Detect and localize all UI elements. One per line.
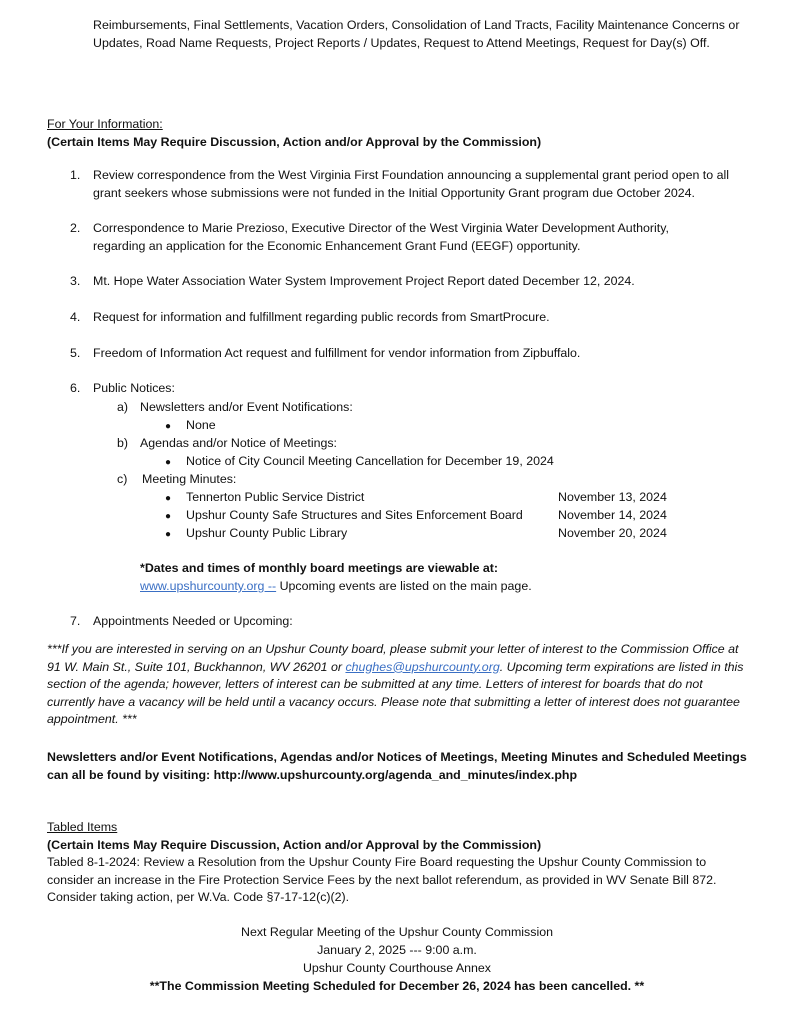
- minutes-date: November 20, 2024: [558, 526, 667, 540]
- sublist-label: a): [117, 400, 129, 414]
- minutes-date: November 13, 2024: [558, 490, 667, 504]
- interest-note-part2: . Upcoming term expirations are listed in this section of the agenda; however, letters of interest can be submitted at any time. Letters of interest for boards that do not currently have a vacancy will be held until a vacancy occurs. Please note that submitting a letter of interest does not guarantee appointment. ***: [47, 659, 744, 727]
- tabled-subheading: (Certain Items May Require Discussion, Action and/or Approval by the Commission): [47, 838, 542, 852]
- fyi-item-6: Public Notices:: [93, 381, 175, 395]
- minutes-name: Tennerton Public Service District: [186, 490, 365, 504]
- intro-continuation: Reimbursements, Final Settlements, Vacation Orders, Consolidation of Land Tracts, Facility Maintenance Concerns or Updates, Road Name Requests, Project Reports / Updates, Request to Attend Meetings, Request for Day(s) Off.: [93, 18, 740, 50]
- newsletters-none: None: [186, 418, 216, 432]
- minutes-name: Upshur County Safe Structures and Sites Enforcement Board: [186, 508, 523, 522]
- item-number: 4.: [70, 310, 81, 324]
- dates-note: *Dates and times of monthly board meetings are viewable at:: [140, 561, 499, 575]
- item-number: 3.: [70, 274, 81, 288]
- bullet-icon: ●: [165, 493, 172, 504]
- newsletters-note: Newsletters and/or Event Notifications, Agendas and/or Notices of Meetings, Meeting Minutes and Scheduled Meetings can all be found by visiting: http://www.upshurcounty.org/agenda_and_minutes/index.php: [47, 750, 747, 782]
- item-number: 2.: [70, 221, 81, 235]
- bullet-icon: ●: [165, 457, 172, 468]
- item-number: 6.: [70, 381, 81, 395]
- next-meeting-location: Upshur County Courthouse Annex: [302, 961, 492, 975]
- item-number: 1.: [70, 168, 81, 182]
- fyi-item-7: Appointments Needed or Upcoming:: [93, 614, 293, 628]
- cancellation-notice: **The Commission Meeting Scheduled for December 26, 2024 has been cancelled. **: [149, 979, 645, 993]
- agendas-label: Agendas and/or Notice of Meetings:: [140, 436, 337, 450]
- upshur-website-link[interactable]: www.upshurcounty.org --: [140, 579, 277, 593]
- fyi-item-3: Mt. Hope Water Association Water System Improvement Project Report dated December 12, 2024.: [93, 274, 635, 288]
- sublist-label: b): [117, 436, 129, 450]
- agenda-cancellation-notice: Notice of City Council Meeting Cancellation for December 19, 2024: [186, 454, 554, 468]
- newsletters-label: Newsletters and/or Event Notifications:: [140, 400, 353, 414]
- bullet-icon: ●: [165, 511, 172, 522]
- email-link[interactable]: chughes@upshurcounty.org: [345, 659, 500, 674]
- fyi-item-5: Freedom of Information Act request and fulfillment for vendor information from Zipbuffalo.: [93, 346, 581, 360]
- fyi-heading: For Your Information:: [47, 117, 163, 131]
- tabled-heading: Tabled Items: [47, 820, 118, 834]
- minutes-date: November 14, 2024: [558, 508, 667, 522]
- sublist-label: c): [117, 472, 128, 486]
- bullet-icon: ●: [165, 529, 172, 540]
- minutes-label: Meeting Minutes:: [142, 472, 237, 486]
- dates-link-line: [140, 578, 532, 596]
- item-number: 7.: [70, 614, 81, 628]
- tabled-item: Tabled 8-1-2024: Review a Resolution from the Upshur County Fire Board requesting the Upshur County Commission to consider an increase in the Fire Protection Service Fees by the next ballot referendum, as provided in WV Senate Bill 872. Consider taking action, per W.Va. Code §7-17-12(c)(2).: [47, 855, 717, 905]
- bullet-icon: ●: [165, 421, 172, 432]
- fyi-item-1: Review correspondence from the West Virginia First Foundation announcing a supplemental grant period open to all grant seekers whose submissions were not funded in the Initial Opportunity Grant program due October 2024.: [93, 168, 729, 200]
- interest-note: [47, 641, 747, 729]
- fyi-item-2: Correspondence to Marie Prezioso, Executive Director of the West Virginia Water Development Authority, regarding an application for the Economic Enhancement Grant Fund (EEGF) opportunity.: [93, 221, 669, 253]
- fyi-item-4: Request for information and fulfillment regarding public records from SmartProcure.: [93, 310, 550, 324]
- next-meeting-date: January 2, 2025 --- 9:00 a.m.: [317, 943, 477, 957]
- interest-note-part1: ***If you are interested in serving on an Upshur County board, please submit your letter of interest to the Commission Office at 91 W. Main St., Suite 101, Buckhannon, WV 26201 or: [47, 642, 739, 674]
- fyi-subheading: (Certain Items May Require Discussion, Action and/or Approval by the Commission): [47, 135, 542, 149]
- minutes-name: Upshur County Public Library: [186, 526, 348, 540]
- dates-rest: Upcoming events are listed on the main page.: [276, 579, 532, 593]
- next-meeting-title: Next Regular Meeting of the Upshur County Commission: [241, 925, 553, 939]
- item-number: 5.: [70, 346, 81, 360]
